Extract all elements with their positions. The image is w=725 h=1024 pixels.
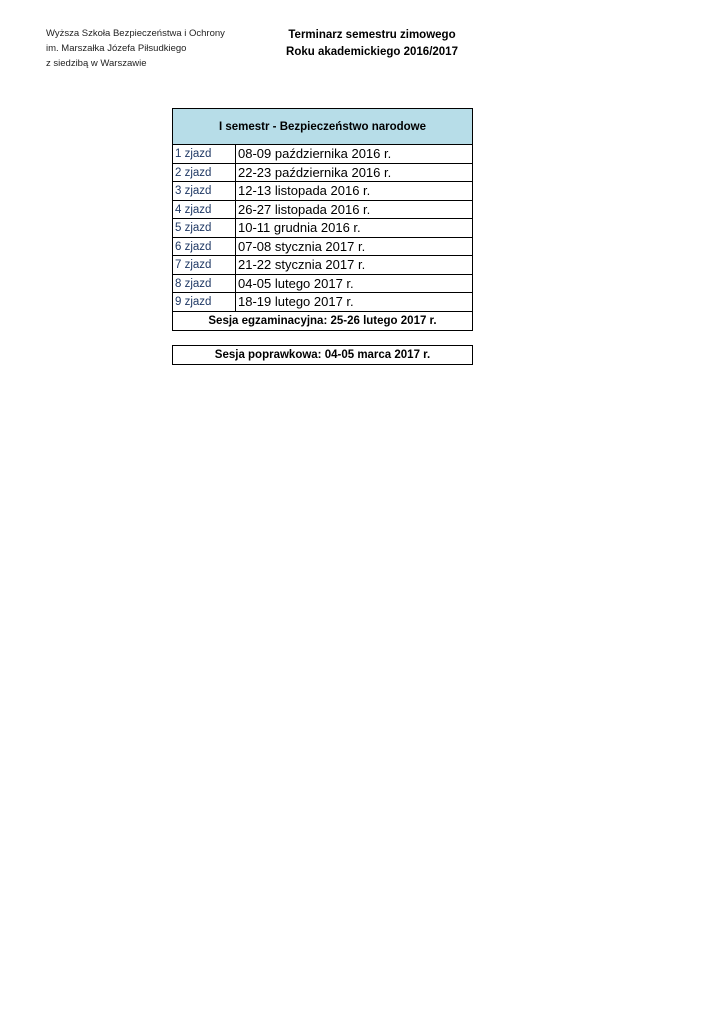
- row-date: 12-13 listopada 2016 r.: [238, 183, 371, 198]
- document-title: [262, 27, 482, 61]
- document-title-line-1: Terminarz semestru zimowego: [288, 29, 456, 41]
- table-row: [173, 256, 472, 275]
- row-label: 6 zjazd: [173, 238, 236, 256]
- institution-line-1: Wyższa Szkoła Bezpieczeństwa i Ochrony: [46, 28, 225, 39]
- table-row: [173, 145, 472, 164]
- table-row: [173, 219, 472, 238]
- row-date: 21-22 stycznia 2017 r.: [238, 257, 366, 272]
- row-date: 04-05 lutego 2017 r.: [238, 275, 354, 291]
- row-date: 08-09 października 2016 r.: [238, 146, 392, 161]
- table-row: [173, 293, 472, 312]
- institution-line-3: z siedzibą w Warszawie: [46, 58, 147, 69]
- row-date: 22-23 października 2016 r.: [238, 164, 392, 180]
- institution-name: [46, 26, 225, 71]
- row-label: 1 zjazd: [173, 145, 236, 163]
- row-date: 10-11 grudnia 2016 r.: [238, 220, 361, 235]
- row-date: 07-08 stycznia 2017 r.: [238, 238, 366, 254]
- row-label: 5 zjazd: [173, 219, 236, 237]
- row-label: 3 zjazd: [173, 182, 236, 200]
- row-date: 26-27 listopada 2016 r.: [238, 201, 371, 217]
- table-row: [173, 275, 472, 294]
- table-row: [173, 164, 472, 183]
- table-row: [173, 201, 472, 220]
- row-label: 9 zjazd: [173, 293, 236, 311]
- exam-session: Sesja egzaminacyjna: 25-26 lutego 2017 r.: [208, 314, 437, 327]
- row-label: 2 zjazd: [173, 164, 236, 182]
- institution-line-2: im. Marszałka Józefa Piłsudkiego: [46, 43, 187, 54]
- table-row: [173, 182, 472, 201]
- document-title-line-2: Roku akademickiego 2016/2017: [286, 46, 458, 58]
- table-row: [173, 238, 472, 257]
- row-label: 7 zjazd: [173, 256, 236, 274]
- row-label: 4 zjazd: [173, 201, 236, 219]
- row-label: 8 zjazd: [173, 275, 236, 293]
- row-date: 18-19 lutego 2017 r.: [238, 294, 354, 309]
- schedule-table: [172, 108, 473, 331]
- schedule-header: I semestr - Bezpieczeństwo narodowe: [173, 109, 472, 145]
- makeup-session: Sesja poprawkowa: 04-05 marca 2017 r.: [172, 345, 473, 365]
